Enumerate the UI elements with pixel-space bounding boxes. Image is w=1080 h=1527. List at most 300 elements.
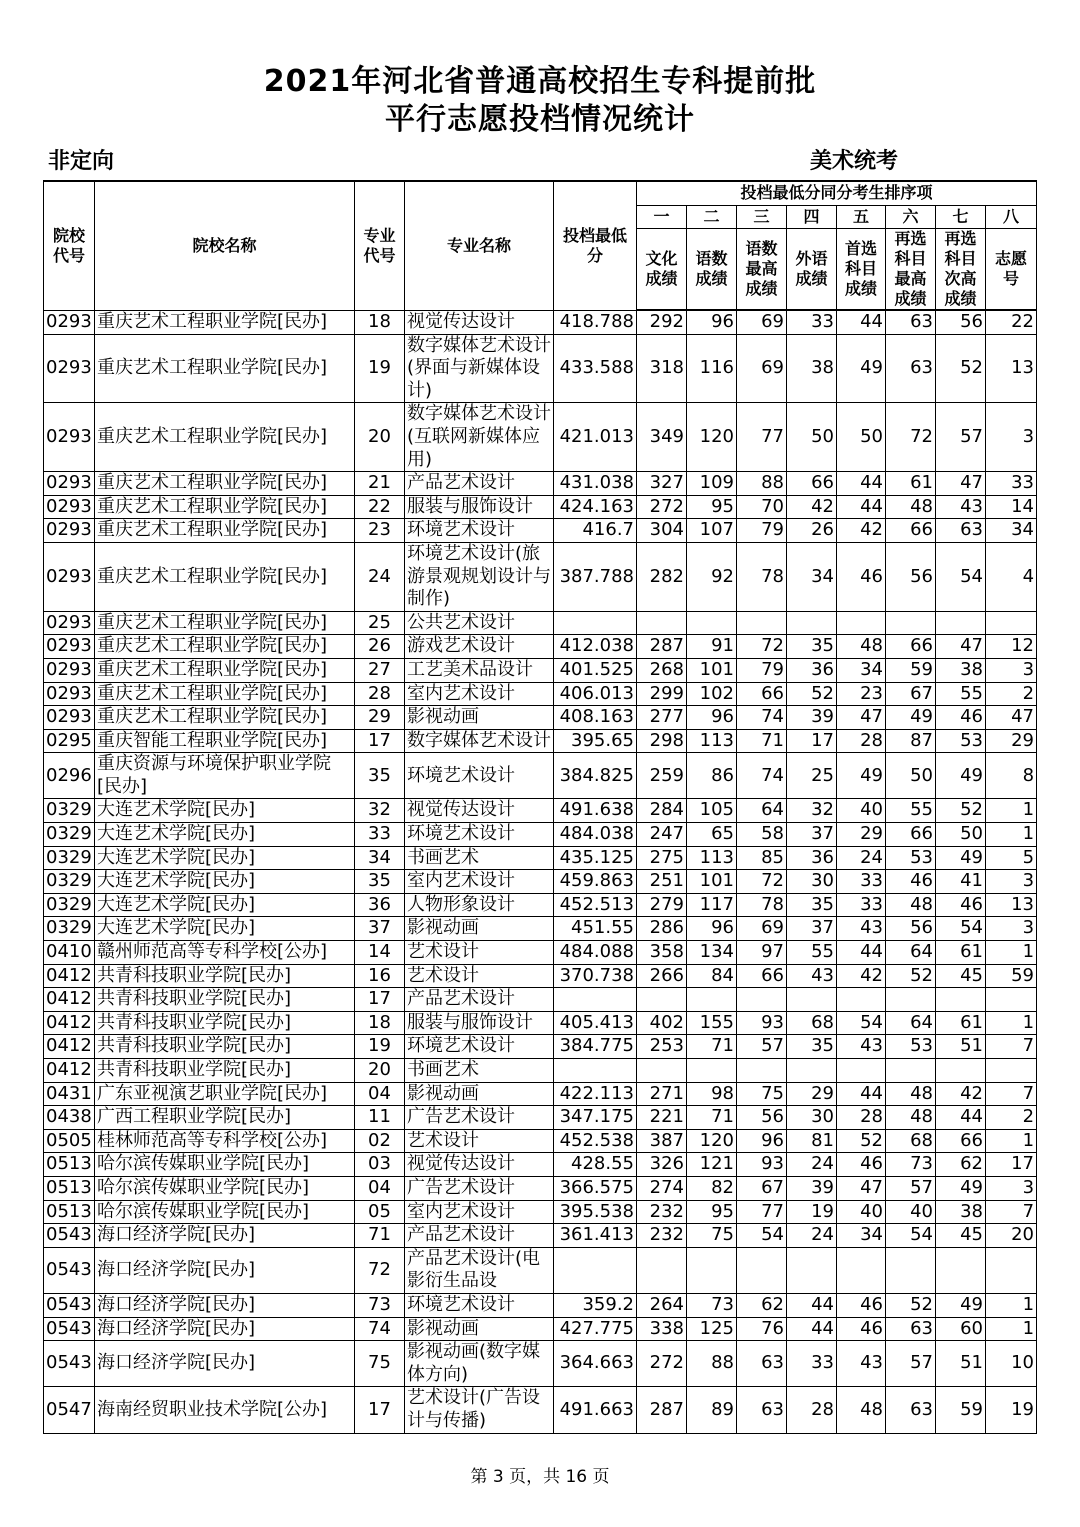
elective-max-score-cell: 48 — [886, 893, 936, 917]
chn-math-max-cell: 71 — [737, 729, 787, 753]
elective-second-score-cell: 50 — [936, 823, 986, 847]
elective-max-score-cell: 55 — [886, 799, 936, 823]
elective-max-score-cell: 63 — [886, 334, 936, 403]
major-code-cell: 19 — [355, 334, 405, 403]
min-score-cell: 408.163 — [554, 706, 637, 730]
school-name-cell: 重庆艺术工程职业学院[民办] — [95, 635, 355, 659]
foreign-lang-score-cell: 25 — [787, 753, 837, 799]
culture-score-cell: 284 — [637, 799, 687, 823]
foreign-lang-score-cell: 29 — [787, 1082, 837, 1106]
school-name-cell: 重庆艺术工程职业学院[民办] — [95, 519, 355, 543]
culture-score-cell: 272 — [637, 1341, 687, 1387]
culture-score-cell: 274 — [637, 1176, 687, 1200]
major-code-cell: 16 — [355, 964, 405, 988]
major-code-cell: 20 — [355, 403, 405, 472]
first-subject-score-cell — [837, 988, 886, 1012]
school-name-cell: 广东亚视演艺职业学院[民办] — [95, 1082, 355, 1106]
culture-score-cell: 292 — [637, 310, 687, 334]
school-name-cell: 重庆艺术工程职业学院[民办] — [95, 611, 355, 635]
school-code-cell: 0329 — [44, 846, 95, 870]
elective-second-score-cell: 51 — [936, 1035, 986, 1059]
table-row — [44, 658, 1037, 682]
table-row — [44, 917, 1037, 941]
major-name-cell: 广告艺术设计 — [405, 1106, 554, 1130]
school-name-cell: 海口经济学院[民办] — [95, 1293, 355, 1317]
elective-second-score-cell: 54 — [936, 542, 986, 611]
first-subject-score-cell: 54 — [837, 1011, 886, 1035]
major-name-cell: 影视动画 — [405, 1317, 554, 1341]
min-score-cell: 424.163 — [554, 495, 637, 519]
school-name-cell: 大连艺术学院[民办] — [95, 917, 355, 941]
major-name-cell: 产品艺术设计(电影衍生品设 — [405, 1247, 554, 1293]
min-score-cell: 366.575 — [554, 1176, 637, 1200]
exam-type-label: 美术统考 — [810, 149, 899, 174]
elective-second-score-cell: 61 — [936, 941, 986, 965]
major-code-cell: 73 — [355, 1293, 405, 1317]
chn-math-score-cell: 88 — [687, 1341, 737, 1387]
chn-math-score-cell — [687, 1247, 737, 1293]
major-code-cell: 72 — [355, 1247, 405, 1293]
elective-second-score-cell — [936, 988, 986, 1012]
preference-number-cell: 47 — [986, 706, 1037, 730]
table-row — [44, 753, 1037, 799]
foreign-lang-score-cell: 35 — [787, 635, 837, 659]
elective-second-score-cell — [936, 1059, 986, 1083]
elective-max-score-cell: 53 — [886, 846, 936, 870]
table-row — [44, 1200, 1037, 1224]
elective-max-score-cell — [886, 611, 936, 635]
school-code-cell: 0329 — [44, 870, 95, 894]
foreign-lang-score-cell: 36 — [787, 658, 837, 682]
elective-max-score-cell: 50 — [886, 753, 936, 799]
culture-score-cell: 299 — [637, 682, 687, 706]
chn-math-max-cell: 79 — [737, 658, 787, 682]
min-score-cell: 452.538 — [554, 1129, 637, 1153]
chn-math-score-cell: 102 — [687, 682, 737, 706]
school-name-cell: 海口经济学院[民办] — [95, 1341, 355, 1387]
major-name-cell: 室内艺术设计 — [405, 870, 554, 894]
min-score-cell: 384.775 — [554, 1035, 637, 1059]
first-subject-score-cell: 47 — [837, 1176, 886, 1200]
school-code-cell: 0293 — [44, 519, 95, 543]
major-code-cell: 29 — [355, 706, 405, 730]
min-score-cell: 387.788 — [554, 542, 637, 611]
chn-math-max-cell: 93 — [737, 1011, 787, 1035]
preference-number-cell: 7 — [986, 1035, 1037, 1059]
major-name-cell: 艺术设计 — [405, 941, 554, 965]
chn-math-max-cell: 67 — [737, 1176, 787, 1200]
school-code-cell: 0329 — [44, 893, 95, 917]
school-name-cell: 哈尔滨传媒职业学院[民办] — [95, 1153, 355, 1177]
min-score-cell: 435.125 — [554, 846, 637, 870]
culture-score-cell: 318 — [637, 334, 687, 403]
first-subject-score-cell: 40 — [837, 799, 886, 823]
culture-score-cell: 287 — [637, 1387, 687, 1433]
table-row — [44, 941, 1037, 965]
chn-math-score-cell: 96 — [687, 706, 737, 730]
school-name-cell: 重庆艺术工程职业学院[民办] — [95, 682, 355, 706]
major-code-cell: 17 — [355, 1387, 405, 1433]
header-rank-item: 语数成绩 — [687, 228, 737, 310]
foreign-lang-score-cell: 28 — [787, 1387, 837, 1433]
elective-max-score-cell: 52 — [886, 964, 936, 988]
school-code-cell: 0412 — [44, 1059, 95, 1083]
table-row — [44, 706, 1037, 730]
first-subject-score-cell: 43 — [837, 1341, 886, 1387]
preference-number-cell: 7 — [986, 1200, 1037, 1224]
major-name-cell: 影视动画 — [405, 917, 554, 941]
chn-math-score-cell: 75 — [687, 1224, 737, 1248]
preference-number-cell: 17 — [986, 1153, 1037, 1177]
elective-max-score-cell: 48 — [886, 1106, 936, 1130]
preference-number-cell: 59 — [986, 964, 1037, 988]
preference-number-cell: 12 — [986, 635, 1037, 659]
culture-score-cell: 253 — [637, 1035, 687, 1059]
elective-second-score-cell: 56 — [936, 310, 986, 334]
elective-second-score-cell: 44 — [936, 1106, 986, 1130]
chn-math-max-cell — [737, 611, 787, 635]
elective-max-score-cell: 40 — [886, 1200, 936, 1224]
header-rank: 二 — [687, 205, 737, 228]
table-row — [44, 542, 1037, 611]
table-row — [44, 1082, 1037, 1106]
foreign-lang-score-cell: 36 — [787, 846, 837, 870]
elective-second-score-cell: 53 — [936, 729, 986, 753]
chn-math-score-cell: 65 — [687, 823, 737, 847]
chn-math-max-cell: 79 — [737, 519, 787, 543]
school-code-cell: 0293 — [44, 472, 95, 496]
elective-second-score-cell: 60 — [936, 1317, 986, 1341]
preference-number-cell: 1 — [986, 1011, 1037, 1035]
elective-max-score-cell: 87 — [886, 729, 936, 753]
culture-score-cell: 286 — [637, 917, 687, 941]
foreign-lang-score-cell: 37 — [787, 917, 837, 941]
school-code-cell: 0513 — [44, 1153, 95, 1177]
school-name-cell: 共青科技职业学院[民办] — [95, 1011, 355, 1035]
foreign-lang-score-cell: 66 — [787, 472, 837, 496]
foreign-lang-score-cell: 68 — [787, 1011, 837, 1035]
school-code-cell: 0543 — [44, 1341, 95, 1387]
table-row — [44, 799, 1037, 823]
chn-math-max-cell: 58 — [737, 823, 787, 847]
culture-score-cell: 232 — [637, 1200, 687, 1224]
preference-number-cell — [986, 611, 1037, 635]
chn-math-max-cell: 74 — [737, 706, 787, 730]
table-row — [44, 893, 1037, 917]
school-code-cell: 0547 — [44, 1387, 95, 1433]
major-code-cell: 32 — [355, 799, 405, 823]
foreign-lang-score-cell: 30 — [787, 1106, 837, 1130]
school-name-cell: 重庆艺术工程职业学院[民办] — [95, 542, 355, 611]
preference-number-cell: 7 — [986, 1082, 1037, 1106]
table-row — [44, 635, 1037, 659]
chn-math-max-cell — [737, 1059, 787, 1083]
culture-score-cell: 266 — [637, 964, 687, 988]
foreign-lang-score-cell — [787, 611, 837, 635]
chn-math-max-cell — [737, 1247, 787, 1293]
chn-math-max-cell: 69 — [737, 917, 787, 941]
table-row — [44, 472, 1037, 496]
foreign-lang-score-cell: 44 — [787, 1293, 837, 1317]
chn-math-max-cell: 66 — [737, 964, 787, 988]
elective-second-score-cell: 47 — [936, 635, 986, 659]
foreign-lang-score-cell: 35 — [787, 893, 837, 917]
culture-score-cell: 327 — [637, 472, 687, 496]
school-code-cell: 0293 — [44, 334, 95, 403]
school-code-cell: 0293 — [44, 706, 95, 730]
chn-math-score-cell: 155 — [687, 1011, 737, 1035]
culture-score-cell — [637, 1247, 687, 1293]
elective-second-score-cell: 52 — [936, 334, 986, 403]
chn-math-score-cell: 109 — [687, 472, 737, 496]
first-subject-score-cell: 34 — [837, 658, 886, 682]
culture-score-cell: 271 — [637, 1082, 687, 1106]
document-subtitle: 平行志愿投档情况统计 — [385, 102, 695, 137]
culture-score-cell: 338 — [637, 1317, 687, 1341]
school-code-cell: 0293 — [44, 310, 95, 334]
major-name-cell: 环境艺术设计 — [405, 1035, 554, 1059]
chn-math-max-cell: 85 — [737, 846, 787, 870]
culture-score-cell: 282 — [637, 542, 687, 611]
preference-number-cell — [986, 1059, 1037, 1083]
chn-math-score-cell: 101 — [687, 870, 737, 894]
min-score-cell: 484.088 — [554, 941, 637, 965]
header-rank-item: 再选科目次高成绩 — [936, 228, 986, 310]
preference-number-cell: 20 — [986, 1224, 1037, 1248]
culture-score-cell: 251 — [637, 870, 687, 894]
chn-math-score-cell: 91 — [687, 635, 737, 659]
table-row — [44, 1387, 1037, 1433]
elective-second-score-cell: 42 — [936, 1082, 986, 1106]
elective-max-score-cell: 66 — [886, 635, 936, 659]
elective-max-score-cell: 54 — [886, 1224, 936, 1248]
header-rank: 七 — [936, 205, 986, 228]
chn-math-max-cell: 75 — [737, 1082, 787, 1106]
header-major-name: 专业名称 — [405, 181, 554, 310]
min-score-cell: 491.638 — [554, 799, 637, 823]
first-subject-score-cell: 46 — [837, 1317, 886, 1341]
foreign-lang-score-cell: 32 — [787, 799, 837, 823]
elective-second-score-cell: 49 — [936, 753, 986, 799]
chn-math-max-cell: 77 — [737, 403, 787, 472]
first-subject-score-cell: 46 — [837, 1293, 886, 1317]
elective-second-score-cell: 46 — [936, 893, 986, 917]
foreign-lang-score-cell: 17 — [787, 729, 837, 753]
major-code-cell: 36 — [355, 893, 405, 917]
first-subject-score-cell: 23 — [837, 682, 886, 706]
foreign-lang-score-cell: 55 — [787, 941, 837, 965]
school-name-cell: 共青科技职业学院[民办] — [95, 988, 355, 1012]
elective-second-score-cell: 52 — [936, 799, 986, 823]
preference-number-cell: 5 — [986, 846, 1037, 870]
elective-second-score-cell: 38 — [936, 1200, 986, 1224]
culture-score-cell: 247 — [637, 823, 687, 847]
foreign-lang-score-cell: 26 — [787, 519, 837, 543]
preference-number-cell: 13 — [986, 334, 1037, 403]
elective-max-score-cell — [886, 1059, 936, 1083]
culture-score-cell: 259 — [637, 753, 687, 799]
school-code-cell: 0293 — [44, 403, 95, 472]
chn-math-score-cell: 96 — [687, 310, 737, 334]
header-rank: 三 — [737, 205, 787, 228]
elective-max-score-cell: 56 — [886, 917, 936, 941]
school-name-cell: 重庆艺术工程职业学院[民办] — [95, 658, 355, 682]
min-score-cell: 427.775 — [554, 1317, 637, 1341]
elective-max-score-cell: 63 — [886, 1387, 936, 1433]
elective-max-score-cell — [886, 988, 936, 1012]
elective-max-score-cell: 64 — [886, 941, 936, 965]
min-score-cell: 361.413 — [554, 1224, 637, 1248]
preference-number-cell: 2 — [986, 682, 1037, 706]
major-name-cell: 室内艺术设计 — [405, 1200, 554, 1224]
table-row — [44, 1293, 1037, 1317]
culture-score-cell: 272 — [637, 495, 687, 519]
school-code-cell: 0431 — [44, 1082, 95, 1106]
chn-math-score-cell — [687, 988, 737, 1012]
table-row — [44, 1011, 1037, 1035]
chn-math-max-cell: 64 — [737, 799, 787, 823]
preference-number-cell: 8 — [986, 753, 1037, 799]
table-row — [44, 1317, 1037, 1341]
major-name-cell: 影视动画 — [405, 706, 554, 730]
min-score-cell: 491.663 — [554, 1387, 637, 1433]
preference-number-cell — [986, 988, 1037, 1012]
first-subject-score-cell: 44 — [837, 310, 886, 334]
major-name-cell: 艺术设计(广告设计与传播) — [405, 1387, 554, 1433]
table-row — [44, 823, 1037, 847]
first-subject-score-cell: 49 — [837, 753, 886, 799]
chn-math-score-cell: 73 — [687, 1293, 737, 1317]
major-code-cell: 18 — [355, 1011, 405, 1035]
header-rank-item: 语数最高成绩 — [737, 228, 787, 310]
elective-max-score-cell: 61 — [886, 472, 936, 496]
chn-math-score-cell: 120 — [687, 403, 737, 472]
first-subject-score-cell: 44 — [837, 472, 886, 496]
foreign-lang-score-cell: 39 — [787, 1176, 837, 1200]
header-major-code: 专业代号 — [355, 181, 405, 310]
min-score-cell: 421.013 — [554, 403, 637, 472]
foreign-lang-score-cell: 50 — [787, 403, 837, 472]
table-row — [44, 611, 1037, 635]
preference-number-cell: 1 — [986, 799, 1037, 823]
major-name-cell: 影视动画 — [405, 1082, 554, 1106]
major-code-cell: 25 — [355, 611, 405, 635]
document-title: 2021年河北省普通高校招生专科提前批 — [263, 64, 817, 99]
elective-max-score-cell: 72 — [886, 403, 936, 472]
chn-math-max-cell: 93 — [737, 1153, 787, 1177]
chn-math-max-cell: 63 — [737, 1341, 787, 1387]
chn-math-score-cell: 116 — [687, 334, 737, 403]
school-code-cell: 0293 — [44, 611, 95, 635]
elective-max-score-cell: 68 — [886, 1129, 936, 1153]
elective-max-score-cell: 57 — [886, 1176, 936, 1200]
major-code-cell: 03 — [355, 1153, 405, 1177]
chn-math-score-cell: 101 — [687, 658, 737, 682]
chn-math-max-cell: 69 — [737, 334, 787, 403]
min-score-cell: 405.413 — [554, 1011, 637, 1035]
min-score-cell: 364.663 — [554, 1341, 637, 1387]
school-name-cell: 重庆艺术工程职业学院[民办] — [95, 495, 355, 519]
min-score-cell: 431.038 — [554, 472, 637, 496]
chn-math-score-cell: 89 — [687, 1387, 737, 1433]
header-rank: 六 — [886, 205, 936, 228]
foreign-lang-score-cell: 33 — [787, 1341, 837, 1387]
first-subject-score-cell — [837, 1247, 886, 1293]
school-code-cell: 0543 — [44, 1224, 95, 1248]
school-name-cell: 海口经济学院[民办] — [95, 1317, 355, 1341]
chn-math-max-cell: 78 — [737, 893, 787, 917]
elective-max-score-cell: 63 — [886, 310, 936, 334]
chn-math-score-cell: 134 — [687, 941, 737, 965]
first-subject-score-cell: 33 — [837, 870, 886, 894]
elective-second-score-cell: 45 — [936, 1224, 986, 1248]
major-code-cell: 04 — [355, 1176, 405, 1200]
header-rank: 五 — [837, 205, 886, 228]
min-score-cell: 395.538 — [554, 1200, 637, 1224]
chn-math-score-cell: 105 — [687, 799, 737, 823]
chn-math-max-cell: 88 — [737, 472, 787, 496]
table-row — [44, 1059, 1037, 1083]
header-rank-item: 文化成绩 — [637, 228, 687, 310]
foreign-lang-score-cell — [787, 1247, 837, 1293]
foreign-lang-score-cell: 24 — [787, 1153, 837, 1177]
header-rank: 八 — [986, 205, 1037, 228]
elective-max-score-cell — [886, 1247, 936, 1293]
chn-math-score-cell: 71 — [687, 1035, 737, 1059]
school-code-cell: 0410 — [44, 941, 95, 965]
school-name-cell: 广西工程职业学院[民办] — [95, 1106, 355, 1130]
table-header — [44, 181, 1037, 310]
culture-score-cell: 232 — [637, 1224, 687, 1248]
culture-score-cell: 358 — [637, 941, 687, 965]
elective-max-score-cell: 63 — [886, 1317, 936, 1341]
preference-number-cell: 29 — [986, 729, 1037, 753]
header-school-code: 院校代号 — [44, 181, 95, 310]
header-rank-item: 外语成绩 — [787, 228, 837, 310]
elective-max-score-cell: 49 — [886, 706, 936, 730]
elective-second-score-cell: 38 — [936, 658, 986, 682]
school-code-cell: 0513 — [44, 1176, 95, 1200]
chn-math-max-cell: 70 — [737, 495, 787, 519]
major-code-cell: 71 — [355, 1224, 405, 1248]
chn-math-score-cell: 82 — [687, 1176, 737, 1200]
min-score-cell: 418.788 — [554, 310, 637, 334]
foreign-lang-score-cell — [787, 1059, 837, 1083]
major-name-cell: 影视动画(数字媒体方向) — [405, 1341, 554, 1387]
foreign-lang-score-cell: 37 — [787, 823, 837, 847]
elective-max-score-cell: 46 — [886, 870, 936, 894]
header-rank: 四 — [787, 205, 837, 228]
elective-max-score-cell: 56 — [886, 542, 936, 611]
culture-score-cell: 268 — [637, 658, 687, 682]
chn-math-max-cell — [737, 988, 787, 1012]
min-score-cell — [554, 988, 637, 1012]
major-name-cell: 书画艺术 — [405, 1059, 554, 1083]
elective-max-score-cell: 48 — [886, 1082, 936, 1106]
school-name-cell: 大连艺术学院[民办] — [95, 870, 355, 894]
major-name-cell: 人物形象设计 — [405, 893, 554, 917]
chn-math-max-cell: 76 — [737, 1317, 787, 1341]
chn-math-max-cell: 57 — [737, 1035, 787, 1059]
chn-math-max-cell: 62 — [737, 1293, 787, 1317]
first-subject-score-cell: 49 — [837, 334, 886, 403]
elective-second-score-cell: 57 — [936, 403, 986, 472]
major-code-cell: 24 — [355, 542, 405, 611]
table-row — [44, 1341, 1037, 1387]
min-score-cell: 422.113 — [554, 1082, 637, 1106]
first-subject-score-cell: 44 — [837, 941, 886, 965]
elective-second-score-cell — [936, 1247, 986, 1293]
